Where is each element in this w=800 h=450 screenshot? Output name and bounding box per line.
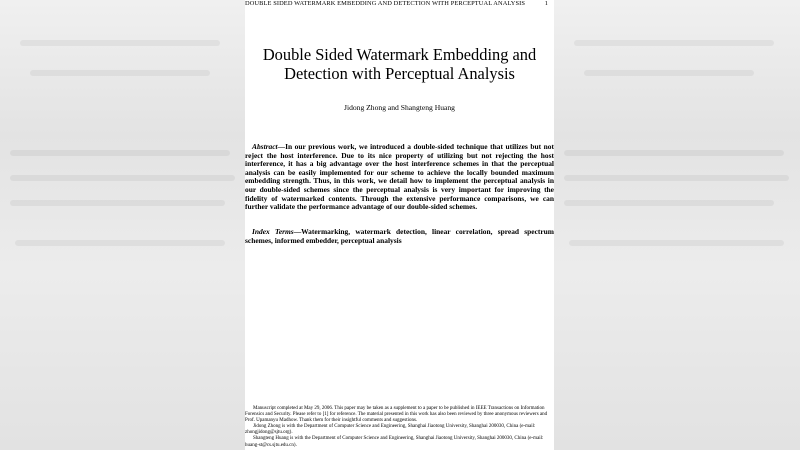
blur-decoration	[564, 175, 789, 181]
blur-decoration	[30, 70, 210, 76]
blur-decoration	[564, 150, 784, 156]
document-page	[245, 0, 554, 450]
background-right	[554, 0, 800, 450]
background-left	[0, 0, 245, 450]
footnote-author-2: Shangteng Huang is with the Department of Computer Science and Engineering, Shanghai Jiaotong University, Shanghai 200030, China (e-mail: huang-st@cs.sjtu.edu.cn).	[245, 436, 544, 448]
blur-decoration	[10, 150, 230, 156]
footnote-author-1: Jidong Zhong is with the Department of Computer Science and Engineering, Shanghai Jiaotong University, Shanghai 200030, China (e-mail: zhongjidong@sjtu.org).	[245, 424, 536, 436]
blur-decoration	[20, 40, 220, 46]
blur-decoration	[10, 200, 225, 206]
abstract-text: —In our previous work, we introduced a double-sided technique that utilizes but not reject the host interference. Due to its nice property of utilizing but not rejecting the host interference, it has a big advantage over the host interference schemes in that the perceptual analysis can be easily implemented for our scheme to achieve the locally bounded maximum embedding strength. Thus, in this work, we detail how to implement the perceptual analysis in our double-sided schemes since the perceptual analysis is very important for improving the fidelity of watermarked contents. Through the extensive performance comparisons, we can further validate the performance advantage of our double-sided schemes.	[245, 142, 554, 212]
blur-decoration	[10, 175, 235, 181]
abstract-label: Abstract	[252, 142, 278, 151]
footnote-manuscript: Manuscript completed at May 29, 2006. This paper may be taken as a supplement to a paper to be published in IEEE Transactions on Information Forensics and Security. Please refer to [1] for reference. The material presented in this work has also been reviewed by three anonymous reviewers and Prof. Upamanyu Madhow. Thank them for their insightful comments and suggestions.	[245, 406, 548, 424]
abstract	[245, 143, 554, 212]
paper-authors: Jidong Zhong and Shangteng Huang	[344, 103, 455, 112]
footnotes	[245, 406, 554, 449]
blur-decoration	[564, 200, 774, 206]
running-head-title: DOUBLE SIDED WATERMARK EMBEDDING AND DETECTION WITH PERCEPTUAL ANALYSIS	[245, 0, 526, 7]
page-number: 1	[544, 0, 548, 7]
blur-decoration	[569, 240, 784, 246]
blur-decoration	[15, 240, 225, 246]
index-terms	[245, 228, 554, 245]
paper-title: Double Sided Watermark Embedding and Detection with Perceptual Analysis	[262, 45, 537, 83]
blur-decoration	[584, 70, 754, 76]
index-terms-label: Index Terms	[252, 227, 294, 236]
index-terms-text: —Watermarking, watermark detection, linear correlation, spread spectrum schemes, informed embedder, perceptual analysis	[245, 227, 554, 245]
blur-decoration	[574, 40, 774, 46]
